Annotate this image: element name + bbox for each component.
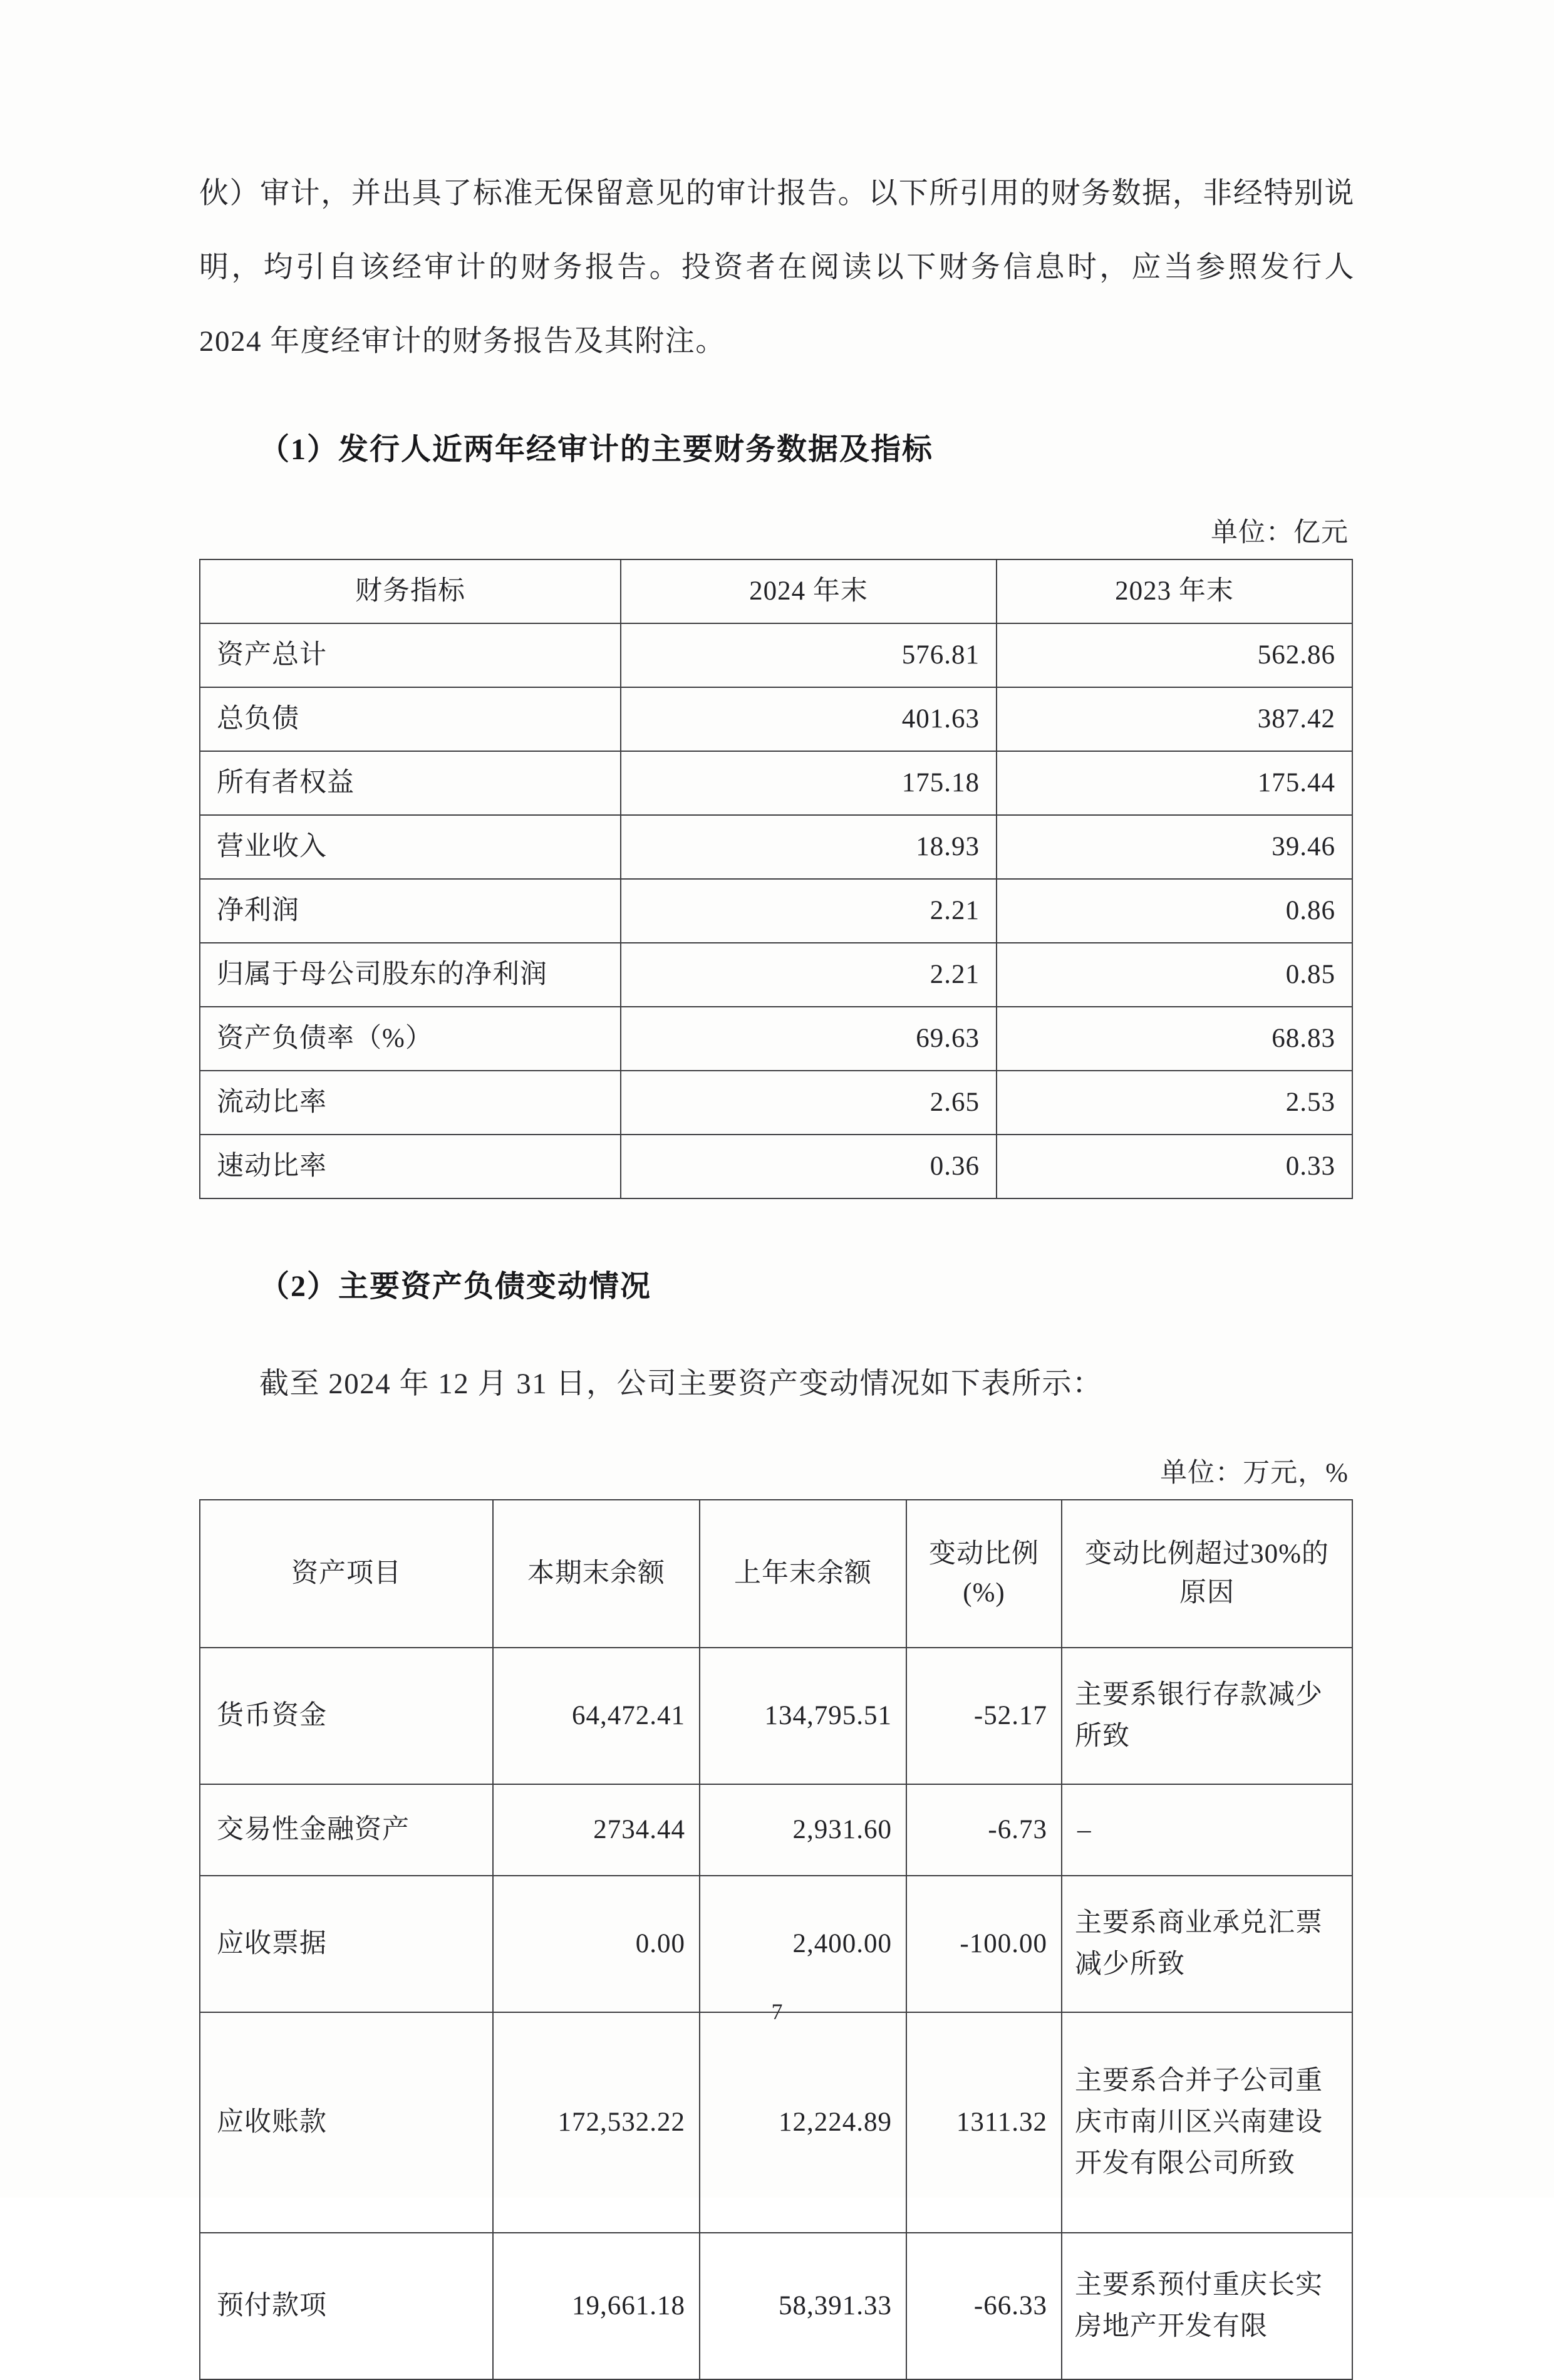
col-header-indicator: 财务指标 bbox=[200, 559, 621, 623]
row-previous-balance: 134,795.51 bbox=[700, 1648, 906, 1784]
table-row bbox=[200, 1784, 1352, 1876]
table-row bbox=[200, 623, 1352, 687]
row-reason: 主要系银行存款减少所致 bbox=[1062, 1648, 1352, 1784]
row-label: 预付款项 bbox=[200, 2233, 493, 2379]
table-row bbox=[200, 687, 1352, 751]
row-label: 应收账款 bbox=[200, 2012, 493, 2233]
row-label: 应收票据 bbox=[200, 1876, 493, 2012]
row-previous-balance: 2,400.00 bbox=[700, 1876, 906, 2012]
row-reason: 主要系合并子公司重庆市南川区兴南建设开发有限公司所致 bbox=[1062, 2012, 1352, 2233]
row-current-balance: 19,661.18 bbox=[493, 2233, 700, 2379]
table-row bbox=[200, 1135, 1352, 1198]
table-header-row bbox=[200, 1500, 1352, 1648]
row-change-ratio: -52.17 bbox=[906, 1648, 1062, 1784]
row-value-2023: 175.44 bbox=[997, 751, 1352, 815]
row-value-2024: 401.63 bbox=[621, 687, 997, 751]
row-label: 资产总计 bbox=[200, 623, 621, 687]
table-row bbox=[200, 2233, 1352, 2379]
section-1-heading: （1）发行人近两年经审计的主要财务数据及指标 bbox=[259, 433, 934, 466]
row-current-balance: 64,472.41 bbox=[493, 1648, 700, 1784]
row-value-2023: 68.83 bbox=[997, 1007, 1352, 1071]
financial-indicators-table bbox=[199, 559, 1353, 1199]
row-value-2024: 18.93 bbox=[621, 815, 997, 879]
row-label: 货币资金 bbox=[200, 1648, 493, 1784]
row-label: 归属于母公司股东的净利润 bbox=[200, 943, 621, 1007]
row-label: 交易性金融资产 bbox=[200, 1784, 493, 1876]
col-header-current-balance: 本期末余额 bbox=[493, 1500, 700, 1648]
row-value-2023: 0.85 bbox=[997, 943, 1352, 1007]
row-value-2023: 387.42 bbox=[997, 687, 1352, 751]
row-value-2024: 0.36 bbox=[621, 1135, 997, 1198]
table-row bbox=[200, 879, 1352, 943]
row-label: 流动比率 bbox=[200, 1071, 621, 1135]
row-change-ratio: -66.33 bbox=[906, 2233, 1062, 2379]
row-change-ratio: 1311.32 bbox=[906, 2012, 1062, 2233]
row-previous-balance: 58,391.33 bbox=[700, 2233, 906, 2379]
table-row bbox=[200, 943, 1352, 1007]
row-label: 速动比率 bbox=[200, 1135, 621, 1198]
table-row bbox=[200, 2012, 1352, 2233]
page-number: 7 bbox=[771, 1999, 783, 2024]
table-1-unit-note: 单位：亿元 bbox=[1211, 517, 1349, 548]
table-row bbox=[200, 1071, 1352, 1135]
row-label: 营业收入 bbox=[200, 815, 621, 879]
col-header-2023: 2023 年末 bbox=[997, 559, 1352, 623]
col-header-reason: 变动比例超过30%的原因 bbox=[1062, 1500, 1352, 1648]
col-header-asset-item: 资产项目 bbox=[200, 1500, 493, 1648]
col-header-change-ratio: 变动比例(%) bbox=[906, 1500, 1062, 1648]
row-value-2024: 175.18 bbox=[621, 751, 997, 815]
row-change-ratio: -6.73 bbox=[906, 1784, 1062, 1876]
row-value-2023: 0.86 bbox=[997, 879, 1352, 943]
row-current-balance: 0.00 bbox=[493, 1876, 700, 2012]
row-change-ratio: -100.00 bbox=[906, 1876, 1062, 2012]
table-row bbox=[200, 1648, 1352, 1784]
row-previous-balance: 12,224.89 bbox=[700, 2012, 906, 2233]
table-row bbox=[200, 1876, 1352, 2012]
table-header-row bbox=[200, 559, 1352, 623]
row-value-2024: 2.21 bbox=[621, 879, 997, 943]
row-label: 所有者权益 bbox=[200, 751, 621, 815]
row-label: 总负债 bbox=[200, 687, 621, 751]
row-reason: 主要系预付重庆长实房地产开发有限 bbox=[1062, 2233, 1352, 2379]
row-reason: – bbox=[1062, 1784, 1352, 1876]
row-value-2024: 2.21 bbox=[621, 943, 997, 1007]
asset-changes-table bbox=[199, 1499, 1353, 2380]
row-value-2024: 576.81 bbox=[621, 623, 997, 687]
col-header-previous-balance: 上年末余额 bbox=[700, 1500, 906, 1648]
row-value-2023: 0.33 bbox=[997, 1135, 1352, 1198]
table-2-unit-note: 单位：万元，% bbox=[1160, 1458, 1349, 1488]
row-value-2024: 69.63 bbox=[621, 1007, 997, 1071]
col-header-2024: 2024 年末 bbox=[621, 559, 997, 623]
table-row bbox=[200, 1007, 1352, 1071]
section-2-intro: 截至 2024 年 12 月 31 日，公司主要资产变动情况如下表所示： bbox=[259, 1367, 1103, 1400]
row-label: 净利润 bbox=[200, 879, 621, 943]
row-label: 资产负债率（%） bbox=[200, 1007, 621, 1071]
row-current-balance: 2734.44 bbox=[493, 1784, 700, 1876]
row-reason: 主要系商业承兑汇票减少所致 bbox=[1062, 1876, 1352, 2012]
row-value-2023: 562.86 bbox=[997, 623, 1352, 687]
section-2-heading: （2）主要资产负债变动情况 bbox=[259, 1269, 652, 1303]
row-value-2023: 2.53 bbox=[997, 1071, 1352, 1135]
intro-paragraph: 伙）审计，并出具了标准无保留意见的审计报告。以下所引用的财务数据，非经特别说明，均引自该经审计的财务报告。投资者在阅读以下财务信息时，应当参照发行人 2024 年度经审计的财务报告及其附注。 bbox=[199, 177, 1355, 358]
table-row bbox=[200, 815, 1352, 879]
table-row bbox=[200, 751, 1352, 815]
row-value-2024: 2.65 bbox=[621, 1071, 997, 1135]
row-value-2023: 39.46 bbox=[997, 815, 1352, 879]
row-previous-balance: 2,931.60 bbox=[700, 1784, 906, 1876]
row-current-balance: 172,532.22 bbox=[493, 2012, 700, 2233]
